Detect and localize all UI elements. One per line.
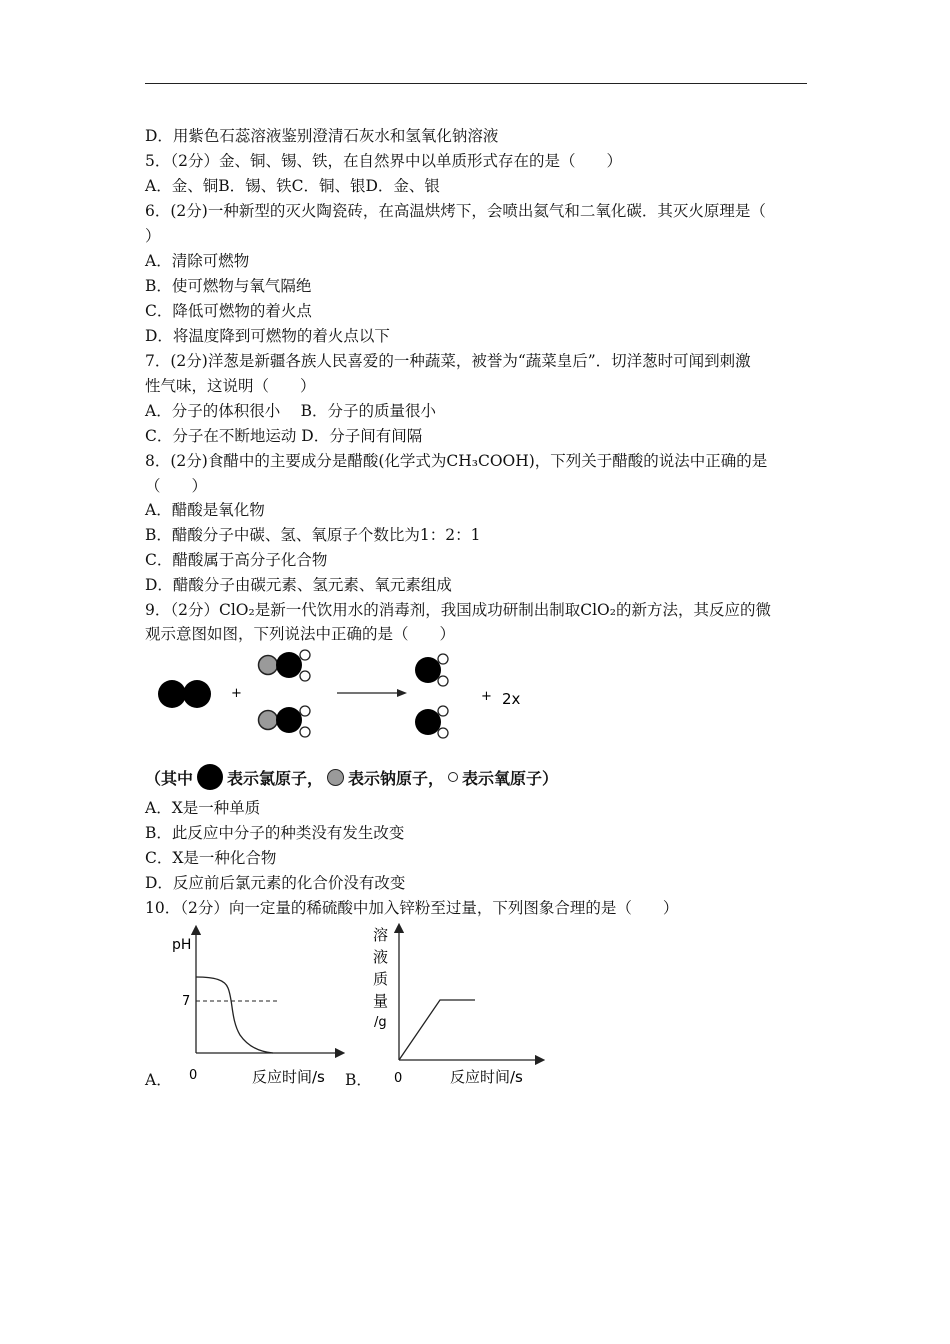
graph-b-label: B． xyxy=(345,1071,372,1089)
caption-open: （其中 xyxy=(145,768,194,788)
chlorine-dioxide-molecule xyxy=(415,654,448,686)
sodium-chlorite-molecule xyxy=(259,706,311,737)
legend-caption xyxy=(145,764,558,790)
caption-oxygen: 表示氧原子） xyxy=(462,768,559,788)
text-line: A．金、铜B．锡、铁C．铜、银D．金、银 xyxy=(145,177,440,195)
plus-sign: + xyxy=(231,686,242,701)
mass-curve xyxy=(399,1000,475,1060)
text-line: （ ） xyxy=(145,477,208,495)
text-line: C．分子在不断地运动 D．分子间有间隔 xyxy=(145,427,423,445)
option-line: A．X是一种单质 xyxy=(145,799,261,817)
text-line: D．用紫色石蕊溶液鉴别澄清石灰水和氢氧化钠溶液 xyxy=(145,127,499,145)
option-line: D．反应前后氯元素的化合价没有改变 xyxy=(145,874,406,892)
text-line: 9．（2分）ClO₂是新一代饮用水的消毒剂，我国成功研制出制取ClO₂的新方法，其反应的微 xyxy=(145,601,771,619)
text-line: A．醋酸是氧化物 xyxy=(145,501,265,519)
text-line: D．醋酸分子由碳元素、氢元素、氧元素组成 xyxy=(145,576,452,594)
caption-chlorine: 表示氯原子， xyxy=(227,768,324,788)
question-10: 10．（2分）向一定量的稀硫酸中加入锌粉至过量，下列图象合理的是（ ） xyxy=(145,899,679,917)
text-line: 性气味，这说明（ ） xyxy=(145,377,316,395)
y-axis-label: 溶 xyxy=(373,926,389,944)
text-line: D．将温度降到可燃物的着火点以下 xyxy=(145,327,390,345)
ph-curve xyxy=(196,977,273,1053)
graph-a xyxy=(165,920,350,1092)
text-line: 8．(2分)食醋中的主要成分是醋酸(化学式为CH₃COOH)，下列关于醋酸的说法中正确的是 xyxy=(145,452,768,470)
chlorine-molecule xyxy=(158,680,211,708)
reaction-arrow xyxy=(337,689,407,697)
text-line: B．使可燃物与氧气隔绝 xyxy=(145,277,312,295)
text-line: C．降低可燃物的着火点 xyxy=(145,302,312,320)
text-line: 观示意图如图，下列说法中正确的是（ ） xyxy=(145,625,456,643)
x-axis-label: 反应时间/s xyxy=(252,1068,325,1086)
text-line: 6．(2分)一种新型的灭火陶瓷砖，在高温烘烤下，会喷出氦气和二氧化碳．其灭火原理是（ xyxy=(145,202,766,220)
product-x-label: 2x xyxy=(502,690,521,708)
sodium-chlorite-molecule xyxy=(259,650,311,681)
origin-label: 0 xyxy=(189,1068,198,1083)
graph-b xyxy=(368,920,548,1092)
ph-7-tick: 7 xyxy=(182,994,191,1009)
text-line: ） xyxy=(145,227,161,245)
y-axis-label: 液 xyxy=(373,948,389,966)
plus-sign: + xyxy=(481,689,492,704)
option-line: B．此反应中分子的种类没有发生改变 xyxy=(145,824,405,842)
graph-a-label: A． xyxy=(145,1071,172,1089)
y-axis-unit: /g xyxy=(374,1015,387,1030)
oxygen-atom-icon xyxy=(448,772,458,782)
option-line: C．X是一种化合物 xyxy=(145,849,277,867)
text-line: C．醋酸属于高分子化合物 xyxy=(145,551,328,569)
text-line: 5．（2分）金、铜、锡、铁，在自然界中以单质形式存在的是（ ） xyxy=(145,152,622,170)
sodium-atom-icon xyxy=(327,769,344,786)
text-line: B．醋酸分子中碳、氢、氧原子个数比为1：2：1 xyxy=(145,526,481,544)
text-line: A．分子的体积很小 B．分子的质量很小 xyxy=(145,402,437,420)
reaction-diagram xyxy=(145,645,545,750)
text-line: 7．(2分)洋葱是新疆各族人民喜爱的一种蔬菜，被誉为“蔬菜皇后”．切洋葱时可闻到刺激 xyxy=(145,352,751,370)
y-axis-label: pH xyxy=(172,937,192,953)
caption-sodium: 表示钠原子， xyxy=(348,768,445,788)
chlorine-dioxide-molecule xyxy=(415,706,448,738)
text-line: A．清除可燃物 xyxy=(145,252,250,270)
x-axis-label: 反应时间/s xyxy=(450,1068,523,1086)
y-axis-label: 质 xyxy=(373,970,389,988)
origin-label: 0 xyxy=(394,1071,403,1086)
header-rule xyxy=(145,83,807,84)
y-axis-label: 量 xyxy=(373,992,389,1010)
chlorine-atom-icon xyxy=(197,764,223,790)
